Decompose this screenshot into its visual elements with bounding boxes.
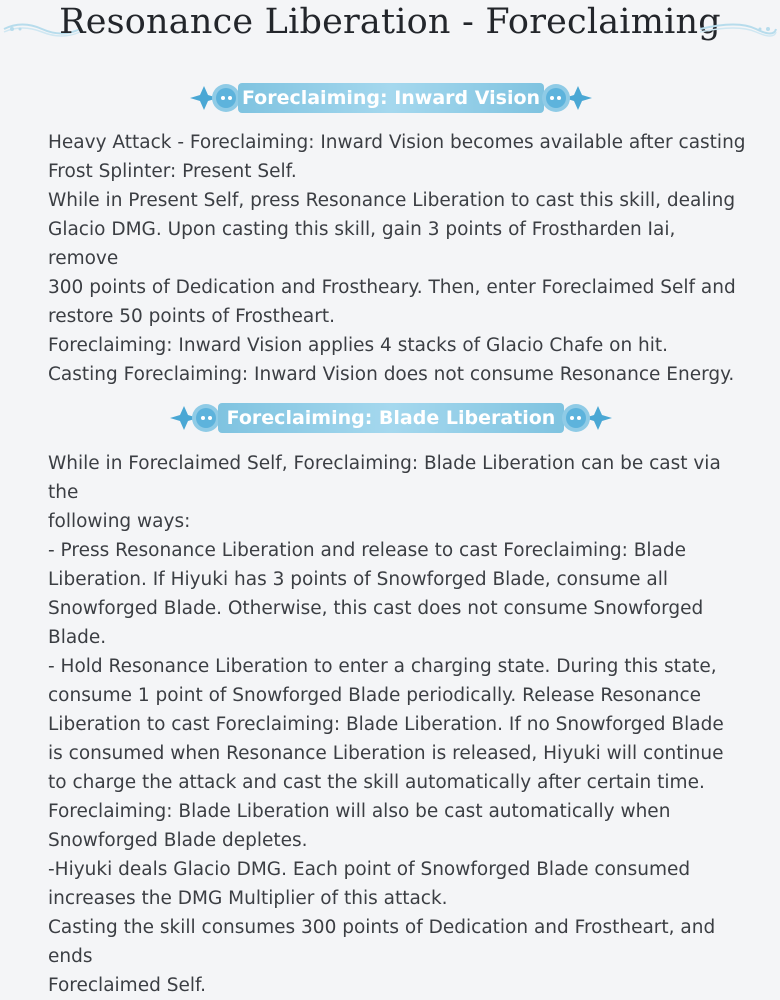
star-orb-ornament-icon [526,78,596,118]
section-body [48,449,748,1000]
section-heading-banner [186,78,596,118]
body-line: Snowforged Blade depletes. [48,830,308,851]
body-line: Heavy Attack - Foreclaiming: Inward Vision becomes available after casting [48,132,746,153]
body-line: Liberation to cast Foreclaiming: Blade Liberation. If no Snowforged Blade [48,714,724,735]
body-line: is consumed when Resonance Liberation is released, Hiyuki will continue [48,743,724,764]
body-line: Foreclaimed Self. [48,975,207,996]
body-line: consume 1 point of Snowforged Blade periodically. Release Resonance [48,685,702,706]
page-title: Resonance Liberation - Foreclaiming [59,2,721,42]
body-line: restore 50 points of Frostheart. [48,306,335,327]
body-line: Glacio DMG. Upon casting this skill, gain 3 points of Frostharden Iai, remove [48,219,676,269]
body-line: While in Foreclaimed Self, Foreclaiming: Blade Liberation can be cast via the [48,453,721,503]
body-line: 300 points of Dedication and Frostheary. Then, enter Foreclaimed Self and [48,277,736,298]
body-line: -Hiyuki deals Glacio DMG. Each point of Snowforged Blade consumed [48,859,691,880]
section-heading: Foreclaiming: Blade Liberation [218,403,564,433]
body-line: Casting Foreclaiming: Inward Vision does not consume Resonance Energy. [48,364,735,385]
body-line: increases the DMG Multiplier of this attack. [48,888,448,909]
wave-ornament-icon [698,18,778,40]
body-line: Liberation. If Hiyuki has 3 points of Snowforged Blade, consume all [48,569,668,590]
section-heading-banner [166,398,616,438]
body-line: Casting the skill consumes 300 points of Dedication and Frostheart, and ends [48,917,716,967]
body-line: - Press Resonance Liberation and release to cast Foreclaiming: Blade [48,540,687,561]
body-line: While in Present Self, press Resonance Liberation to cast this skill, dealing [48,190,736,211]
body-line: - Hold Resonance Liberation to enter a charging state. During this state, [48,656,717,677]
body-line: Blade. [48,627,107,648]
body-line: Snowforged Blade. Otherwise, this cast does not consume Snowforged [48,598,704,619]
body-line: Frost Splinter: Present Self. [48,161,297,182]
star-orb-ornament-icon [546,398,616,438]
body-line: Foreclaiming: Blade Liberation will also be cast automatically when [48,801,671,822]
title-row [0,0,780,56]
body-line: Foreclaiming: Inward Vision applies 4 stacks of Glacio Chafe on hit. [48,335,669,356]
section-heading: Foreclaiming: Inward Vision [238,83,544,113]
section-body [48,128,748,389]
body-line: following ways: [48,511,191,532]
body-line: to charge the attack and cast the skill automatically after certain time. [48,772,705,793]
